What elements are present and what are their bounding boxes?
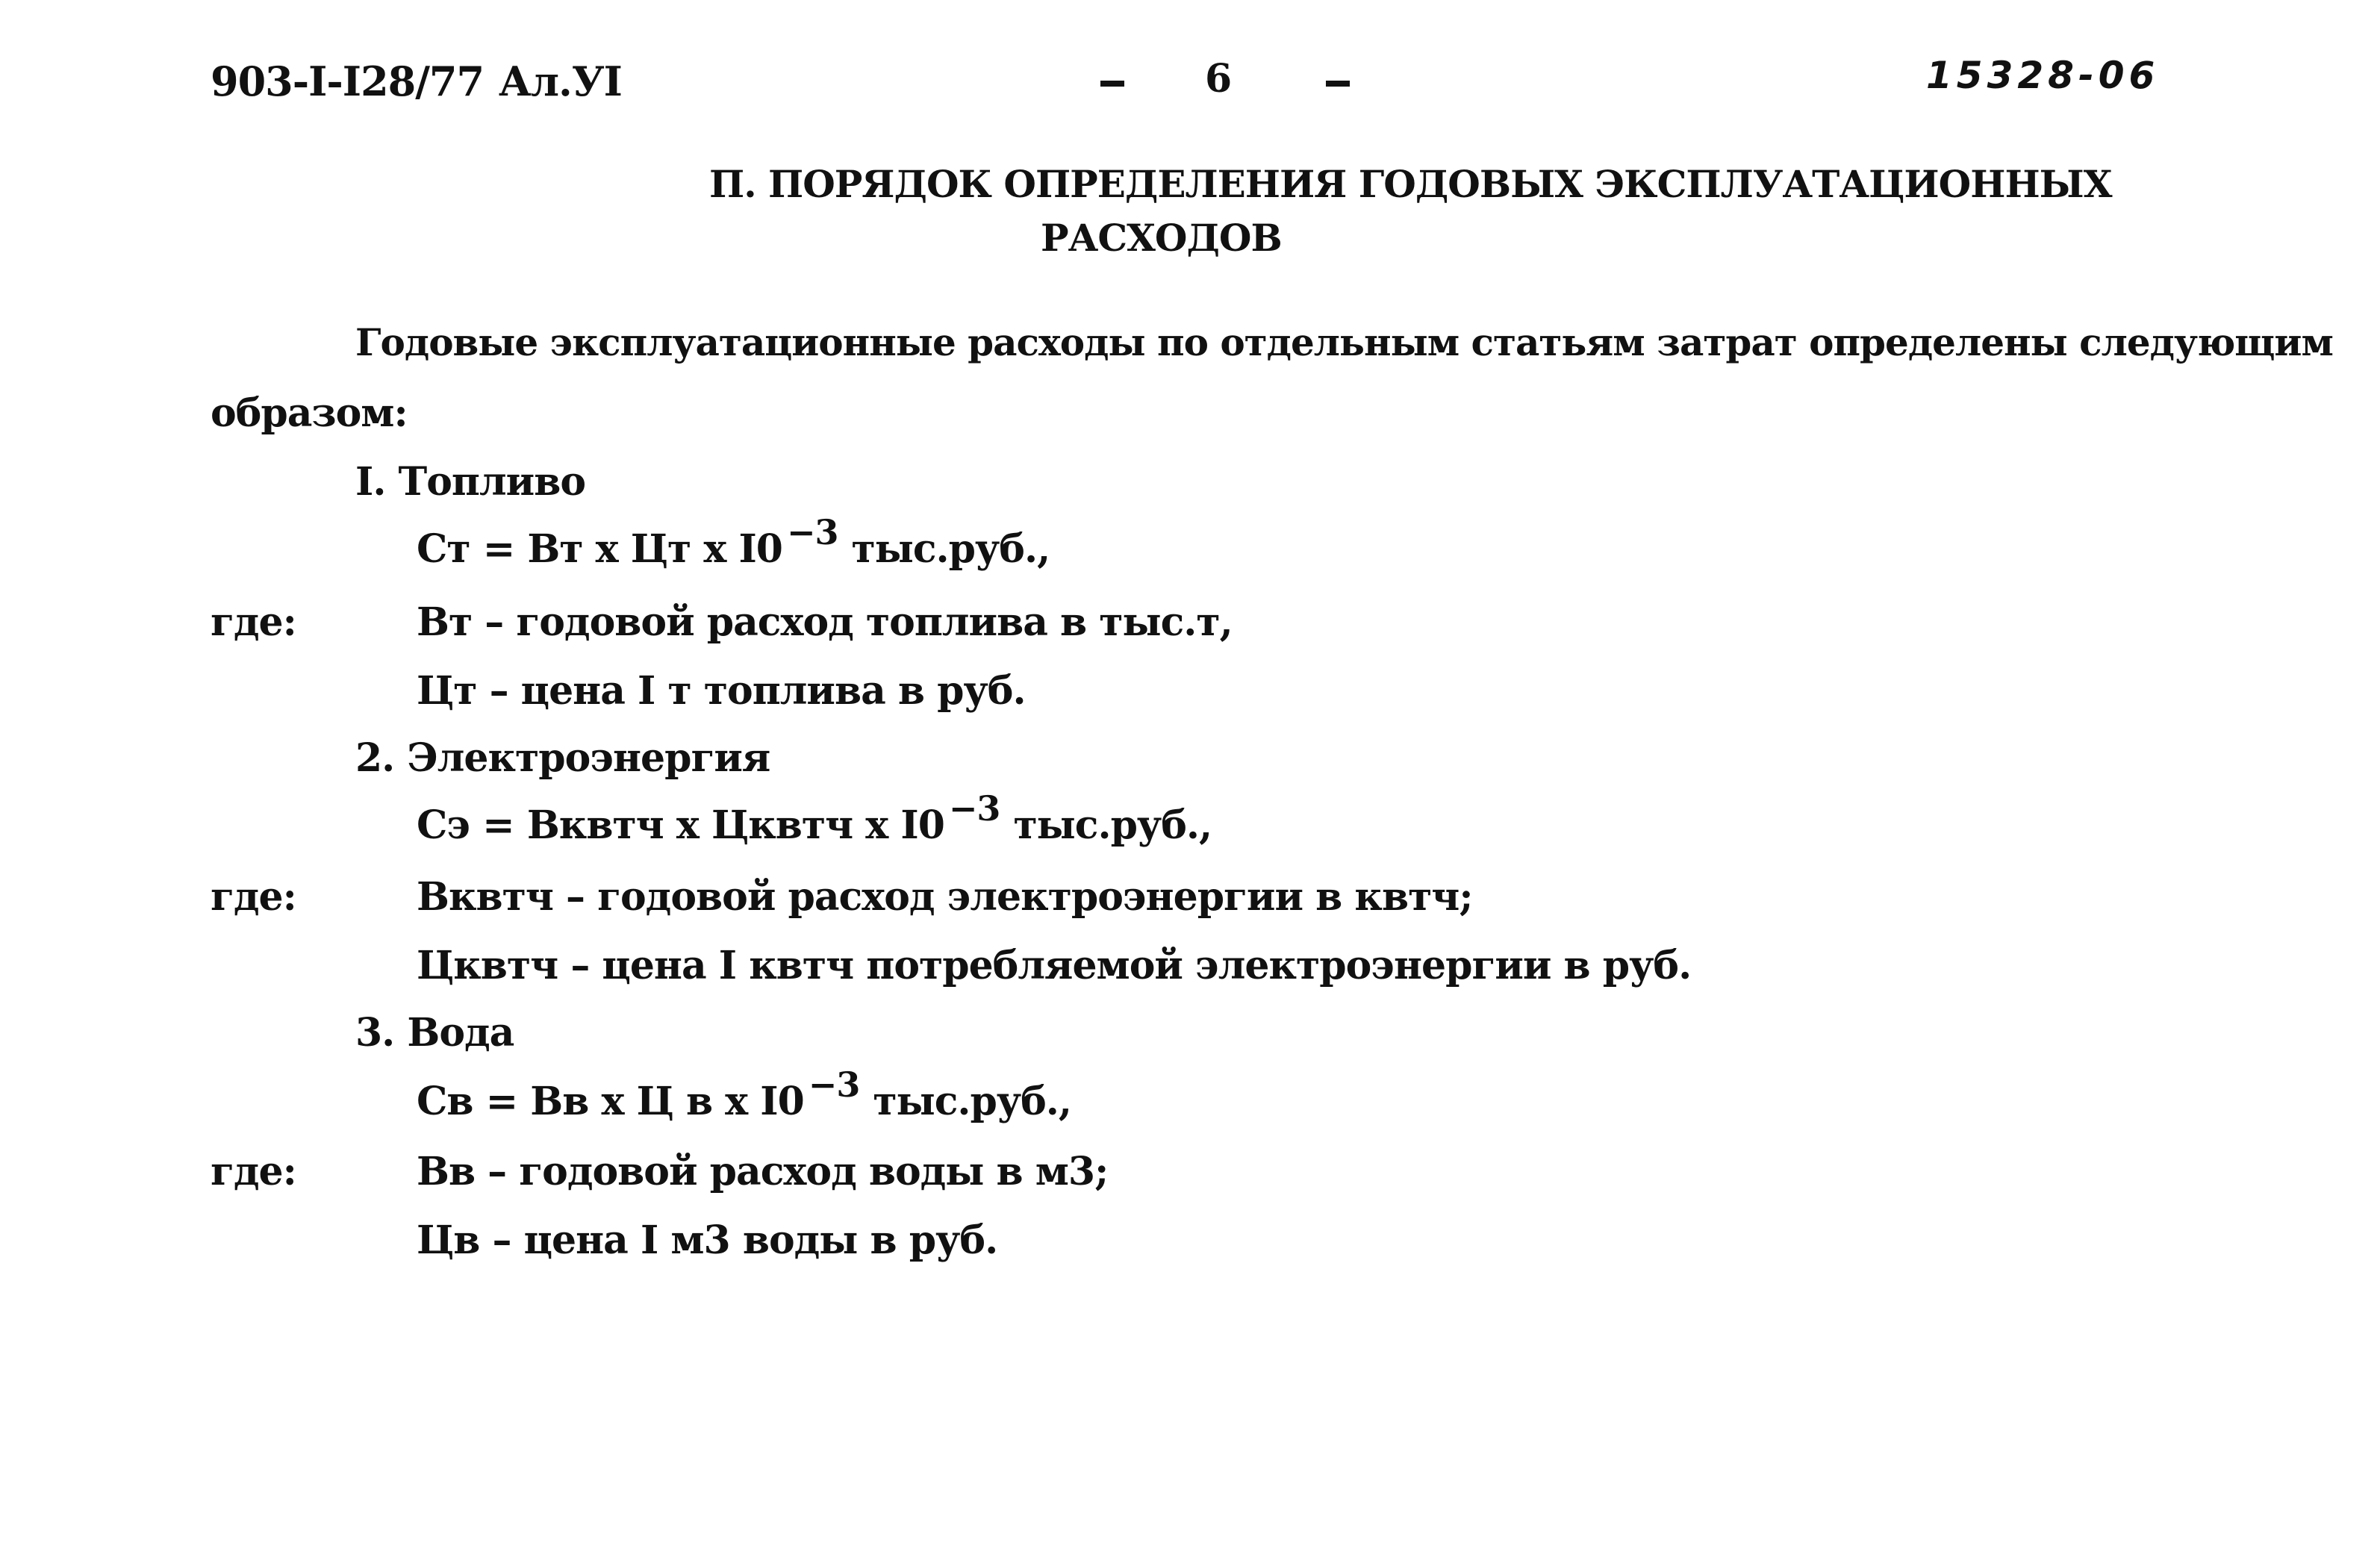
section-title-line1: П. ПОРЯДОК ОПРЕДЕЛЕНИЯ ГОДОВЫХ ЭКСПЛУАТАЦИОННЫХ [709,162,2112,206]
page-number: 6 [1205,56,1232,102]
where-label-fuel: где: [211,599,296,645]
formula-electricity-unit: тыс.руб., [1013,802,1212,848]
formula-electricity-main: Сэ = Вквтч х Цквтч х I0 [417,802,944,848]
definition-electricity-1: Вквтч – годовой расход электроэнергии в квтч; [417,874,1473,920]
item-heading-electricity: 2. Электроэнергия [355,735,770,781]
formula-fuel [417,512,1050,572]
intro-line1: Годовые эксплуатационные расходы по отдельным статьям затрат определены следующим [355,320,2333,364]
item-heading-fuel: I. Топливо [355,459,586,505]
formula-fuel-main: Ст = Вт х Цт х I0 [417,526,782,572]
formula-fuel-exponent: −3 [786,512,838,552]
item-heading-water: 3. Вода [355,1010,514,1056]
formula-water [417,1064,1072,1124]
definition-fuel-2: Цт – цена I т топлива в руб. [417,668,1026,714]
handwritten-number: 15328-06 [1926,54,2160,97]
where-label-electricity: где: [211,874,296,920]
formula-water-unit: тыс.руб., [873,1079,1072,1124]
where-label-water: где: [211,1149,296,1194]
section-title-line2: РАСХОДОВ [1041,216,1282,260]
formula-water-main: Св = Вв х Ц в х I0 [417,1079,804,1124]
formula-electricity [417,788,1212,848]
page-number-dash-right [1326,81,1350,87]
doc-code: 903-I-I28/77 [211,57,485,105]
formula-water-exponent: −3 [808,1064,860,1105]
definition-water-1: Вв – годовой расход воды в м3; [417,1149,1109,1194]
definition-water-2: Цв – цена I м3 воды в руб. [417,1218,998,1263]
definition-fuel-1: Вт – годовой расход топлива в тыс.т, [417,599,1233,645]
definition-electricity-2: Цквтч – цена I квтч потребляемой электроэнергии в руб. [417,943,1692,988]
formula-electricity-exponent: −3 [948,788,1000,829]
page-number-dash-left [1100,81,1124,87]
intro-line2: образом: [211,390,408,436]
formula-fuel-unit: тыс.руб., [851,526,1050,572]
album-label: Ал.УI [499,57,622,105]
